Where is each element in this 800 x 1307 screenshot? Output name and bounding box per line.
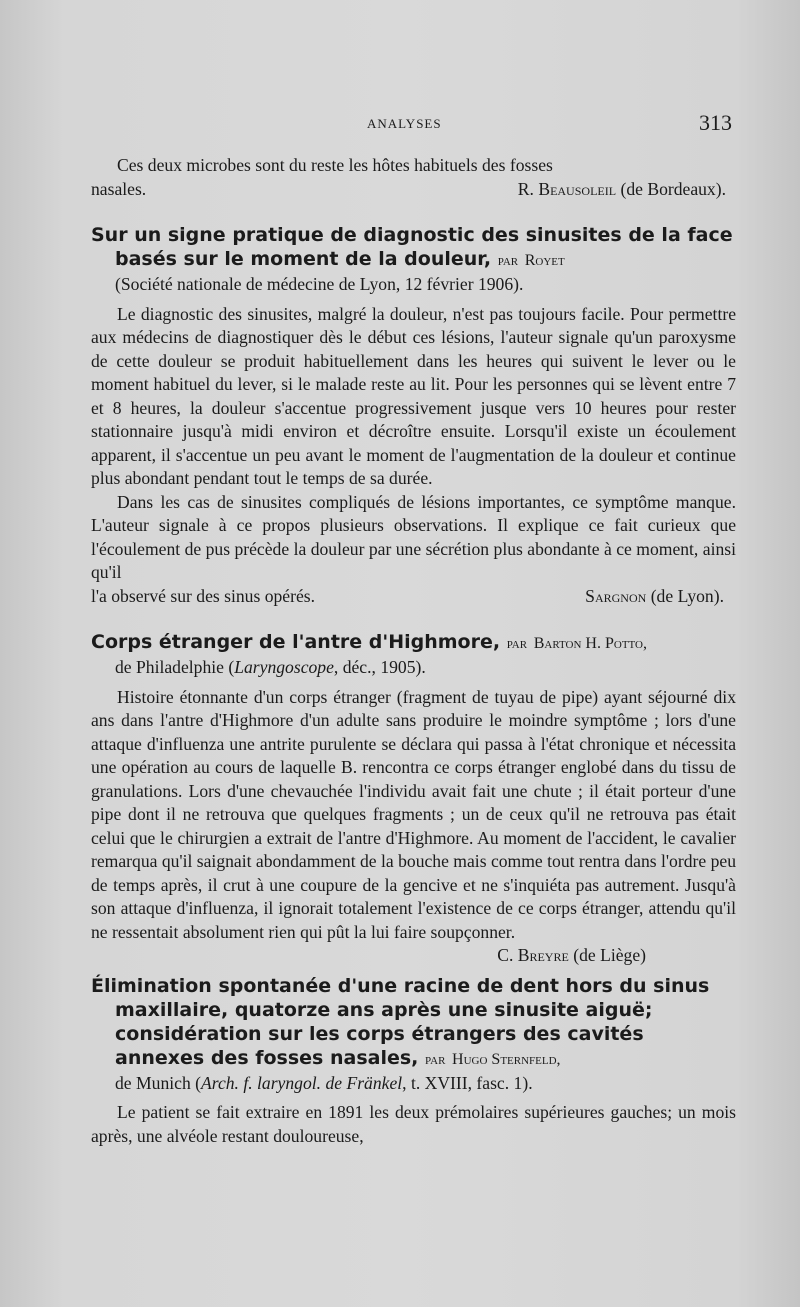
article3-para1: Le patient se fait extraire en 1891 les deux prémolaires supérieures gauches; un mois après, une alvéole restant douloureuse, bbox=[91, 1102, 736, 1146]
article0-signature bbox=[518, 178, 726, 202]
article3-title-author: Hugo Sternfeld, bbox=[452, 1050, 561, 1068]
article2-title-par: par bbox=[506, 635, 528, 652]
article3-source-pre: de Munich ( bbox=[115, 1072, 201, 1093]
article3-title bbox=[91, 974, 736, 1072]
article2-title-author: Barton H. Potto, bbox=[533, 635, 647, 652]
article1-source: (Société nationale de médecine de Lyon, 12 février 1906). bbox=[115, 274, 524, 294]
article3-source-journal: Arch. f. laryngol. de Fränkel bbox=[201, 1072, 403, 1093]
article3-title-text: Élimination spontanée d'une racine de dent hors du sinus maxillaire, quatorze ans après une sinusite aiguë; considération sur les corps étrangers des cavités annexes des fosses nasales, bbox=[91, 974, 710, 1069]
article1-signature bbox=[585, 585, 724, 609]
article0-text-end: nasales. bbox=[91, 178, 147, 199]
article1-para1: Le diagnostic des sinusites, malgré la douleur, n'est pas toujours facile. Pour permettre aux médecins de diagnostiquer dès le début ces lésions, l'auteur signale qu'un paroxysme de cette douleur se produit habituellement dans les heures qui suivent le lever ou le moment habituel du lever, si le malade reste au lit. Pour les personnes qui se lèvent entre 7 et 8 heures, la douleur s'accentue progressivement jusque vers 10 heures pour rester stationnaire jusqu'à midi environ et décroître ensuite. Lorsqu'il existe un écoulement apparent, il s'accentue un peu avant le moment de l'augmentation de la douleur et continue plus abondant pendant tout le temps de sa durée. bbox=[91, 303, 736, 488]
article2-source-journal: Laryngoscope bbox=[234, 657, 334, 677]
article2-author: C. Breyre bbox=[497, 945, 569, 965]
article1-title bbox=[91, 223, 736, 273]
article2-source-pre: de Philadelphie ( bbox=[115, 657, 235, 677]
article2-para1: Histoire étonnante d'un corps étranger (fragment de tuyau de pipe) ayant séjourné dix ans dans l'antre d'Highmore d'un adulte sans produire le moindre symptôme ; lors d'une attaque d'influenza une antrite purulente se déclara qui passa à l'état chronique et nécessita une opération au cours de laquelle B. rencontra ce corps étranger englobé dans du tissu de granulations. Lors d'une chevauchée l'individu avait fait une chute ; il était porteur d'une pipe dont il ne retrouva que quelques fragments ; un de ceux qu'il ne retrouva pas était celui que le chirurgien a extrait de l'antre d'Highmore. Au moment de l'accident, le cavalier remarqua qu'il saignait abondamment de la bouche mais comme tout rentra dans l'ordre peu de temps après, il crut à une coupure de la gencive et ne s'inquiéta pas autrement. Jusqu'à son attaque d'influenza, il ignorait totalement l'existence de ce corps étranger, attendu qu'il ne ressentait absolument rien qui pût la lui faire soupçonner. bbox=[91, 686, 736, 942]
article1-para2-end: l'a observé sur des sinus opérés. bbox=[91, 585, 316, 606]
article1-author: Sargnon bbox=[585, 585, 647, 606]
article1-place: (de Lyon). bbox=[650, 585, 724, 606]
article0-place: (de Bordeaux). bbox=[620, 178, 726, 199]
article2-place: (de Liège) bbox=[573, 945, 646, 965]
article0-last-line bbox=[91, 178, 736, 202]
article2-signature bbox=[91, 944, 736, 968]
page-number: 313 bbox=[699, 110, 732, 135]
article3-source-post: , t. XVIII, fasc. 1). bbox=[402, 1072, 533, 1093]
article1-title-text: Sur un signe pratique de diagnostic des sinusites de la face basés sur le moment de la douleur, bbox=[91, 224, 733, 270]
article1-title-author: Royet bbox=[524, 252, 565, 269]
page-header bbox=[92, 110, 732, 140]
article1-last-line bbox=[91, 585, 736, 609]
article1-para2: Dans les cas de sinusites compliqués de lésions importantes, ce symptôme manque. L'auteur signale à ce propos plusieurs observations. Il explique ce fait curieux que l'écoulement de pus précède la douleur par une sécrétion plus abondante à ce moment, ainsi qu'il bbox=[91, 491, 736, 582]
article3-title-par: par bbox=[425, 1050, 446, 1068]
page-body bbox=[91, 154, 736, 1148]
article2-title-text: Corps étranger de l'antre d'Highmore, bbox=[91, 631, 501, 653]
article0-author: R. Beausoleil bbox=[517, 178, 617, 199]
article2-source-post: , déc., 1905). bbox=[333, 657, 426, 677]
article1-title-par: par bbox=[497, 252, 519, 269]
article0-text: Ces deux microbes sont du reste les hôtes habituels des fosses bbox=[117, 155, 553, 175]
article2-source bbox=[91, 656, 736, 680]
article3-source bbox=[91, 1072, 736, 1096]
article2-title bbox=[91, 630, 736, 656]
running-head: ANALYSES bbox=[367, 116, 442, 131]
